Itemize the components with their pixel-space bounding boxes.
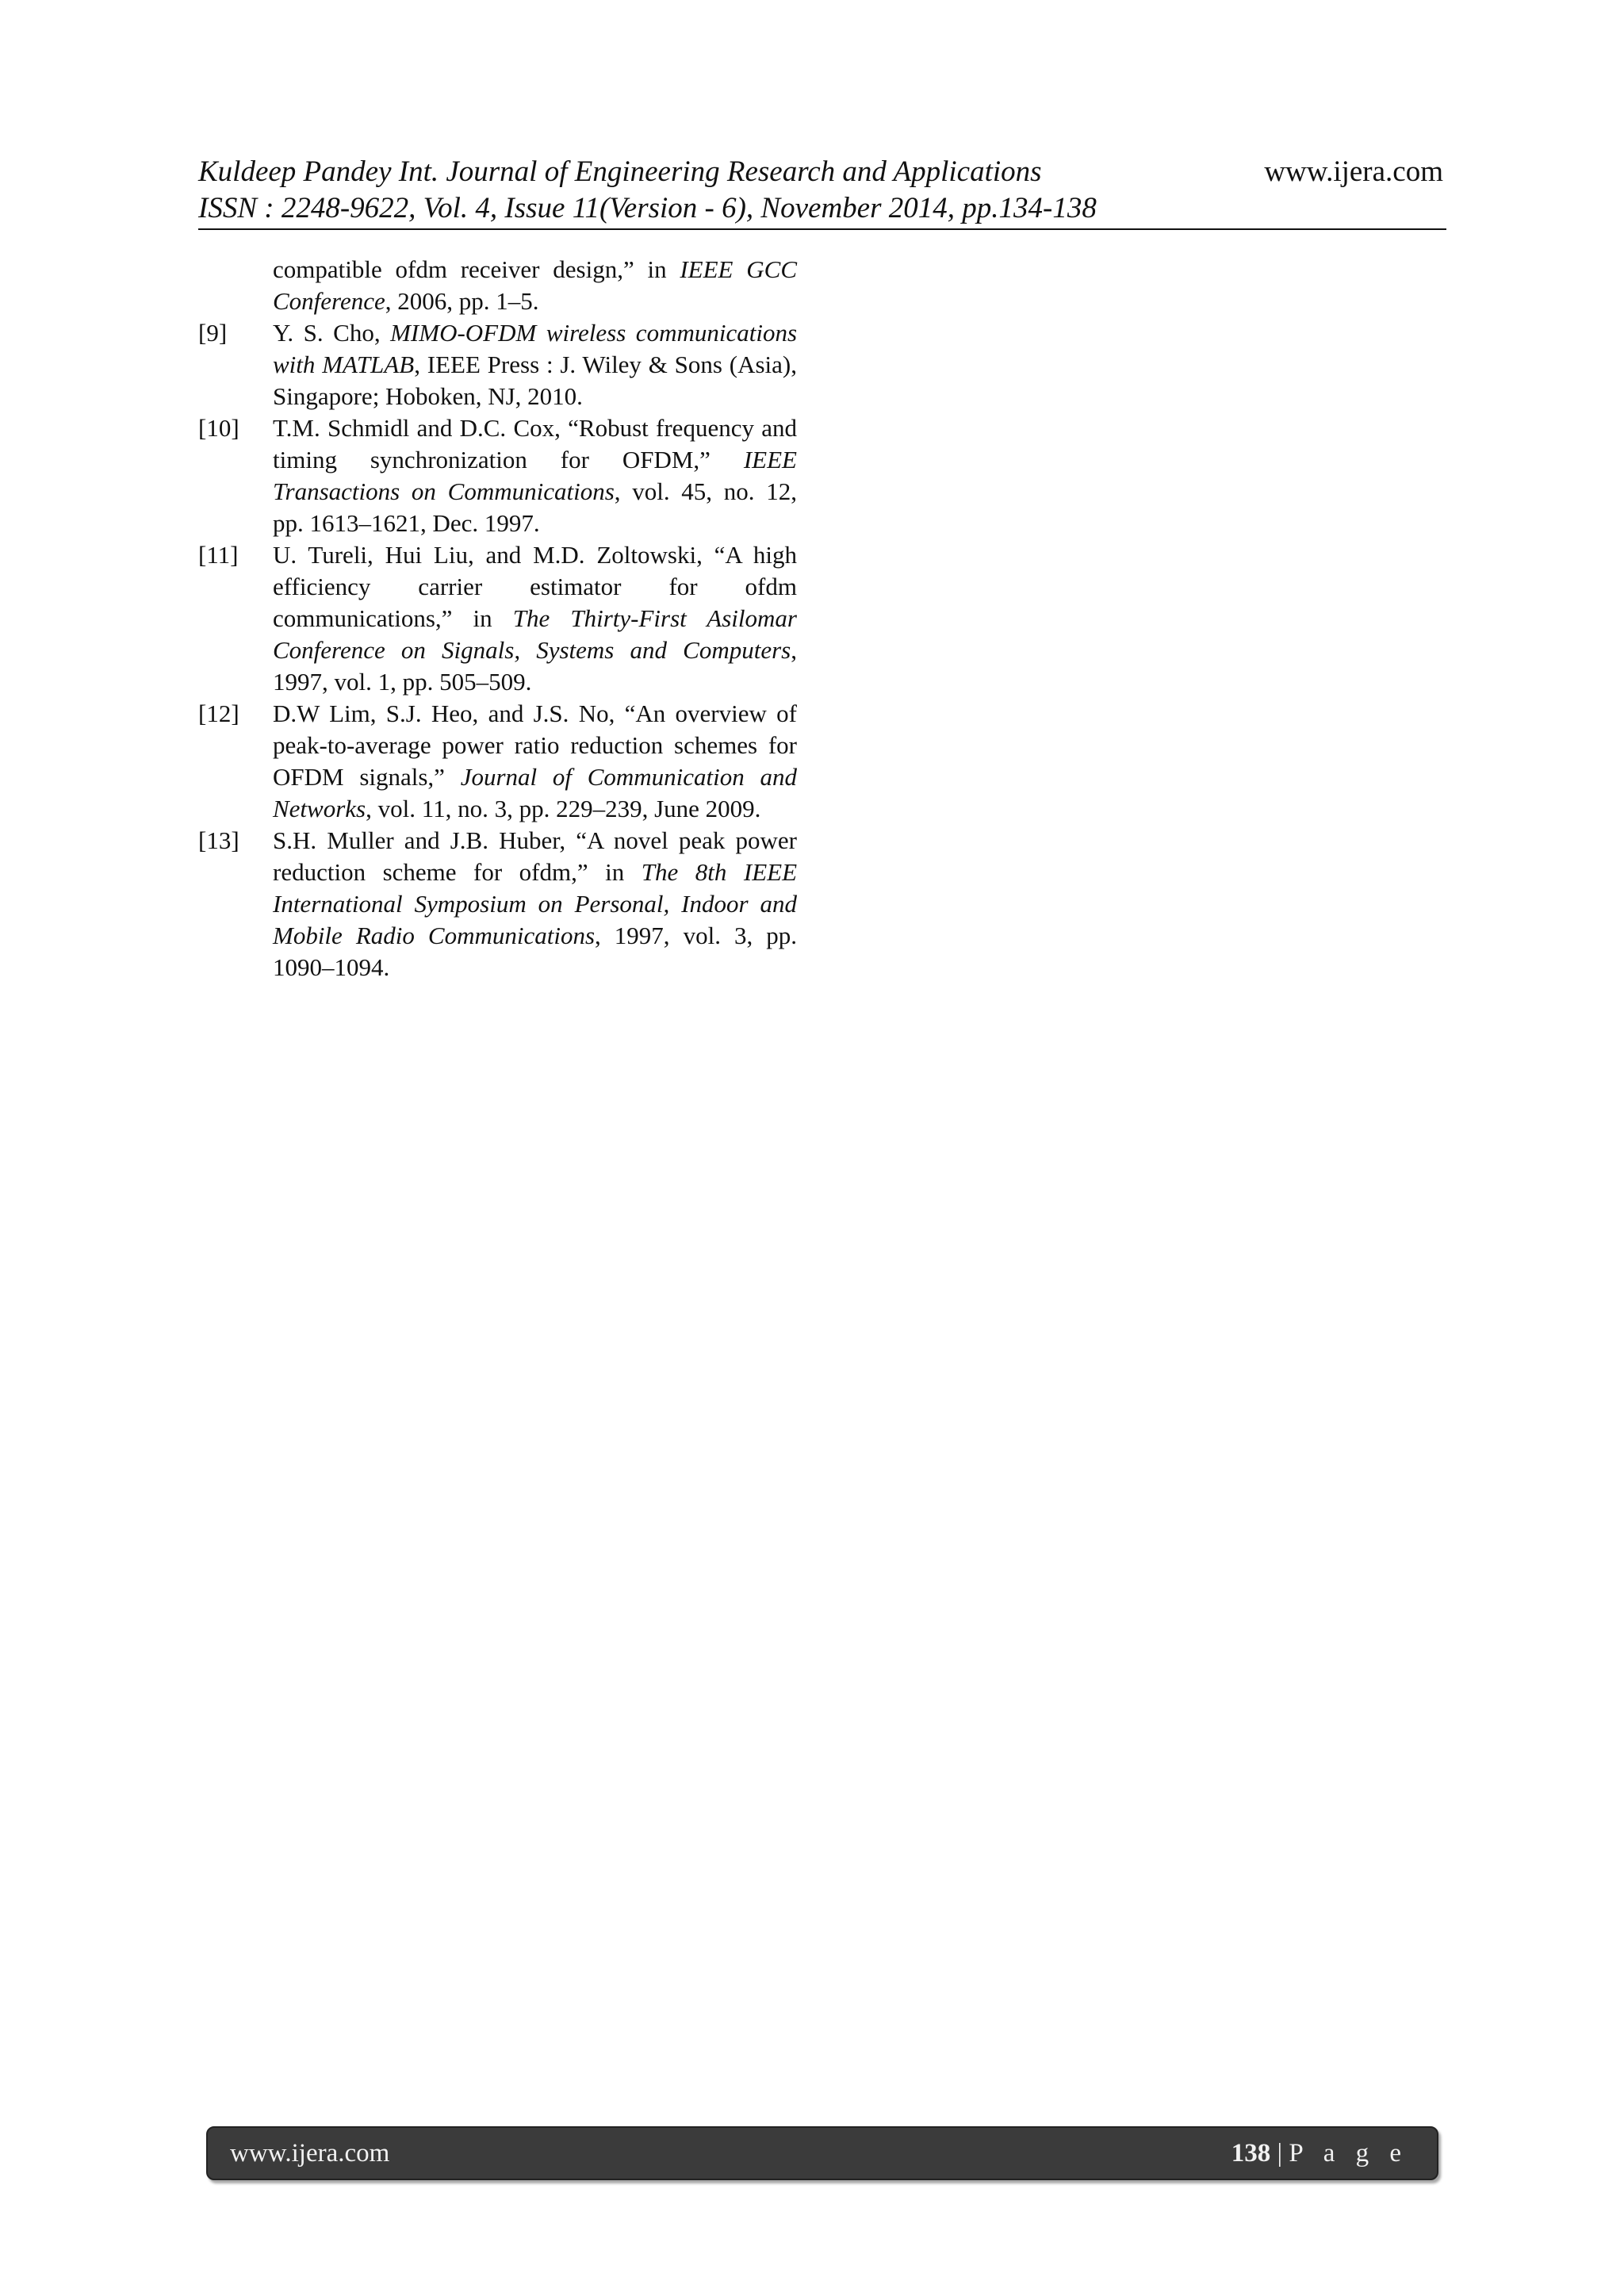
- reference-segment: T.M. Schmidl and D.C. Cox, “Robust frequency and timing synchronization for OFDM,”: [273, 414, 797, 473]
- reference-item: [198, 539, 797, 698]
- reference-title: Journal of Communication and Networks: [273, 763, 797, 822]
- reference-list: [198, 254, 797, 983]
- reference-segment: Y. S. Cho,: [273, 319, 391, 347]
- reference-title: IEEE GCC Conference: [273, 255, 797, 315]
- running-header: [198, 154, 1443, 227]
- reference-segment: compatible ofdm receiver design,” in: [273, 255, 680, 283]
- reference-title: IEEE Transactions on Communications: [273, 446, 797, 505]
- reference-title: The Thirty-First Asilomar Conference on Signals, Systems and Computers: [273, 604, 797, 664]
- reference-segment: , 2006, pp. 1–5.: [385, 287, 539, 315]
- journal-title: Kuldeep Pandey Int. Journal of Engineering Research and Applications: [198, 155, 1042, 188]
- reference-item: [198, 254, 797, 317]
- reference-title: The 8th IEEE International Symposium on Personal, Indoor and Mobile Radio Communications: [273, 858, 797, 949]
- page-number: 138: [1231, 2138, 1271, 2168]
- reference-number: [11]: [198, 541, 239, 569]
- reference-text: [273, 412, 797, 539]
- reference-number: [12]: [198, 700, 239, 727]
- reference-segment: , vol. 45, no. 12, pp. 1613–1621, Dec. 1997.: [273, 477, 797, 537]
- page-footer: [206, 2126, 1438, 2180]
- reference-text: [273, 825, 797, 983]
- reference-number: [13]: [198, 826, 239, 854]
- reference-item: [198, 698, 797, 825]
- reference-text: [273, 254, 797, 317]
- reference-item: [198, 412, 797, 539]
- reference-text: [273, 317, 797, 412]
- reference-segment: S.H. Muller and J.B. Huber, “A novel peak power reduction scheme for ofdm,” in: [273, 826, 797, 886]
- page-separator: |: [1277, 2138, 1283, 2168]
- reference-item: [198, 317, 797, 412]
- page-number-label: [1231, 2139, 1408, 2168]
- reference-segment: U. Tureli, Hui Liu, and M.D. Zoltowski, “A high efficiency carrier estimator for ofdm communications,” in: [273, 541, 797, 632]
- reference-number: [10]: [198, 414, 239, 442]
- reference-segment: , IEEE Press : J. Wiley & Sons (Asia), Singapore; Hoboken, NJ, 2010.: [273, 351, 797, 410]
- reference-text: [273, 539, 797, 698]
- reference-number: [9]: [198, 319, 228, 347]
- issn-line: ISSN : 2248-9622, Vol. 4, Issue 11(Version - 6), November 2014, pp.134-138: [198, 192, 1097, 224]
- footer-website: www.ijera.com: [230, 2138, 390, 2168]
- reference-segment: , 1997, vol. 1, pp. 505–509.: [273, 636, 797, 696]
- reference-segment: , 1997, vol. 3, pp. 1090–1094.: [273, 922, 797, 981]
- reference-segment: , vol. 11, no. 3, pp. 229–239, June 2009.: [366, 795, 761, 822]
- reference-item: [198, 825, 797, 983]
- page-word: P a g e: [1289, 2138, 1408, 2168]
- header-divider: [198, 228, 1446, 230]
- header-website: www.ijera.com: [1264, 155, 1443, 188]
- reference-segment: D.W Lim, S.J. Heo, and J.S. No, “An overview of peak-to-average power ratio reduction schemes for OFDM signals,”: [273, 700, 797, 791]
- reference-title: MIMO-OFDM wireless communications with MATLAB: [273, 319, 798, 378]
- reference-text: [273, 698, 797, 825]
